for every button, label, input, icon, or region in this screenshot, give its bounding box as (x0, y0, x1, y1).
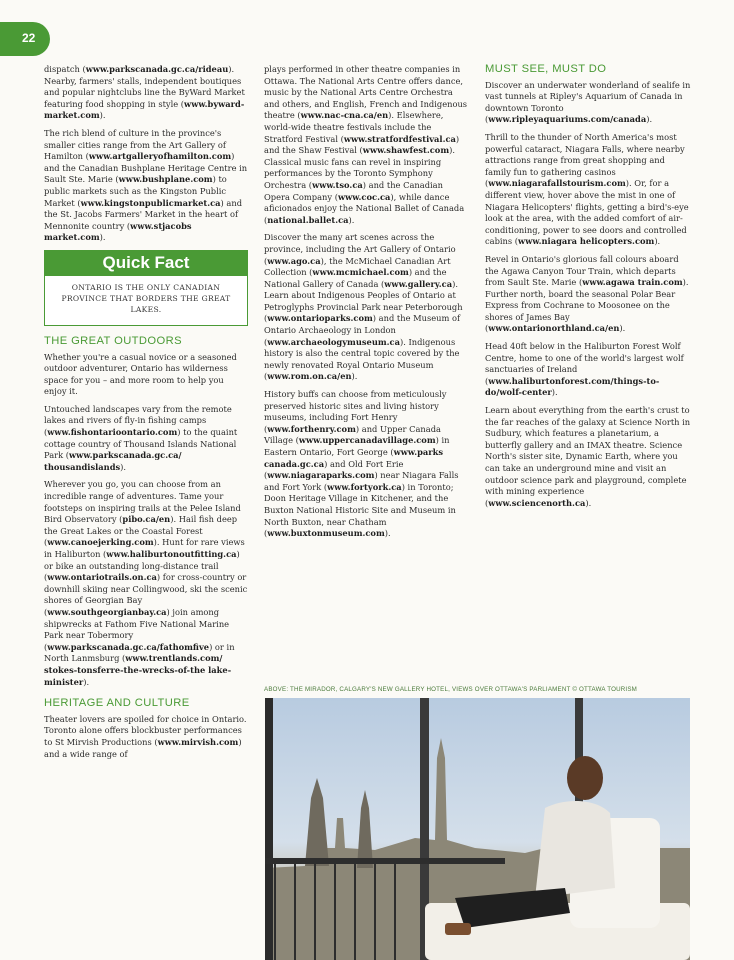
paragraph: Head 40ft below in the Haliburton Forest Wolf Centre, home to one of the world's largest wolf sanctuaries of Ireland (www.haliburtonforest.com/things-to-do/wolf-center). (485, 341, 684, 398)
url-link[interactable]: www.bushplane.com (118, 174, 213, 185)
url-link[interactable]: www.parkscanada.gc.ca/ thousandislands (44, 450, 182, 472)
paragraph: The rich blend of culture in the province's smaller cities range from the Art Gallery of Hamilton (www.artgalleryofhamilton.com) and the Canadian Bushplane Heritage Centre in Sault Ste. Marie (www.bushplane.com) to public markets such as the Kingston Public Market (www.kingstonpublicmarket.ca) and the St. Jacobs Farmers' Market in the heart of Mennonite country (www.stjacobs market.com). (44, 127, 248, 243)
photo-woman-overlooking-parliament (265, 698, 690, 960)
railing-top (265, 858, 505, 864)
section-heading-heritage: HERITAGE AND CULTURE (44, 697, 190, 710)
url-link[interactable]: www.parkscanada.gc.ca/fathomfive (47, 641, 210, 652)
woman-boots (445, 923, 471, 935)
paragraph: Learn about everything from the earth's crust to the far reaches of the galaxy at Science North in Sudbury, which features a planetarium, a butterfly gallery and an IMAX theatre. Science North's sister site, Dynamic Earth, where you can take an underground mine and visit an outdoor science park and playground, complete with mining experience (www.sciencenorth.ca). (485, 405, 691, 508)
url-link[interactable]: www.southgeorgianbay.ca (47, 606, 167, 617)
woman-sweater (535, 801, 615, 898)
column-left (44, 64, 248, 766)
url-link[interactable]: www.niagaraparks.com (267, 470, 375, 481)
paragraph: Discover the many art scenes across the province, including the Art Gallery of Ontario (www.ago.ca), the McMichael Canadian Art Collection (www.mcmichael.com) and the National Gallery of Canada (www.gallery.ca). Learn about Indigenous Peoples of Ontario at Petroglyphs Provincial Park near Peterborough (www.ontarioparks.com) and the Museum of Ontario Archaeology in London (www.archaeologymuseum.ca). Indigenous history is also the central topic covered by the newly renovated Royal Ontario Museum (www.rom.on.ca/en). (264, 232, 463, 382)
url-link[interactable]: www.uppercanadavillage.com (298, 435, 436, 446)
column-middle (264, 64, 468, 546)
url-link[interactable]: www.forthenry.com (267, 423, 356, 434)
url-link[interactable]: www.trentlands.com/ stokes-tonsferre-the-wrecks-of-the lake-minister (44, 653, 232, 687)
url-link[interactable]: www.parkscanada.gc.ca/rideau (85, 64, 229, 74)
url-link[interactable]: www.tso.ca (312, 179, 363, 190)
url-link[interactable]: www.niagarafallstourism.com (488, 178, 626, 189)
url-link[interactable]: www.rom.on.ca/en (267, 371, 352, 382)
section-heading-must-see: MUST SEE, MUST DO (485, 63, 607, 75)
url-link[interactable]: www.kingstonpublicmarket.ca (80, 197, 221, 208)
url-link[interactable]: national.ballet.ca (267, 214, 349, 225)
paragraph: Untouched landscapes vary from the remote lakes and rivers of fly-in fishing camps (www.fishontarioontario.com) to the quaint cottage country of Thousand Islands National Park (www.parkscanada.gc.ca/ thousandislands). (44, 403, 238, 472)
url-link[interactable]: www.fortyork.ca (327, 481, 402, 492)
url-link[interactable]: www.haliburtonforest.com/things-to-do/wolf-center (485, 375, 660, 398)
section-heading-outdoors: THE GREAT OUTDOORS (44, 334, 182, 347)
url-link[interactable]: pibo.ca/en (122, 514, 171, 525)
woman-hair (567, 756, 603, 800)
url-link[interactable]: www.ago.ca (267, 255, 321, 266)
url-link[interactable]: www.sciencenorth.ca (488, 497, 586, 508)
url-link[interactable]: www.fishontarioontario.com (47, 427, 178, 438)
url-link[interactable]: www.niagara helicopters.com (518, 236, 655, 247)
url-link[interactable]: www.stjacobs market.com (44, 220, 192, 243)
url-link[interactable]: www.ontarionorthland.ca/en (488, 323, 620, 334)
url-link[interactable]: www.artgalleryofhamilton.com (88, 151, 232, 162)
paragraph: Revel in Ontario's glorious fall colours aboard the Agawa Canyon Tour Train, which departs from Sault Ste. Marie (www.agawa train.com). Further north, board the seasonal Polar Bear Express from Cochrane to Moosonee on the shores of James Bay (www.ontarionorthland.ca/en). (485, 253, 689, 334)
url-link[interactable]: www.gallery.ca (384, 278, 453, 289)
url-link[interactable]: www.agawa train.com (582, 277, 683, 288)
url-link[interactable]: www.coc.ca (337, 191, 391, 202)
tower-left (305, 778, 329, 866)
url-link[interactable]: www.stratfordfestival.ca (343, 133, 456, 144)
photo-caption: ABOVE: THE MIRADOR, CALGARY'S NEW GALLERY HOTEL, VIEWS OVER OTTAWA'S PARLIAMENT © OTTAWA TOURISM (264, 686, 638, 693)
paragraph: History buffs can choose from meticulously preserved historic sites and living history museums, including Fort Henry (www.forthenry.com) and Upper Canada Village (www.uppercanadavillage.com) in Eastern Ontario, Fort George (www.parks canada.gc.ca) and Old Fort Erie (www.niagaraparks.com) near Niagara Falls and Fort York (www.fortyork.ca) in Toronto; Doon Heritage Village in Kitchener, and the Buxton National Historic Site and Museum in North Buxton, near Chatham (www.buxtonmuseum.com). (264, 389, 459, 539)
url-link[interactable]: www.ontarioparks.com (267, 313, 373, 324)
paragraph: Wherever you go, you can choose from an incredible range of adventures. Tame your footsteps on inspiring trails at the Pelee Island Bird Observatory (pibo.ca/en). Hail fish deep the Great Lakes or the Coastal Forest (www.canoejerking.com). Hunt for rare views in Haliburton (www.haliburtonoutfitting.ca) or bike an outstanding long-distance trail (www.ontariotrails.on.ca) for cross-country or downhill skiing near Collingwood, ski the scenic shores of Georgian Bay (www.southgeorgianbay.ca) join among shipwrecks at Fathom Five National Marine Park near Tobermory (www.parkscanada.gc.ca/fathomfive) or in North Lanmsburg (www.trentlands.com/ stokes-tonsferre-the-wrecks-of-the lake-minister). (44, 479, 248, 687)
url-link[interactable]: www.shawfest.com (362, 145, 450, 156)
paragraph: Whether you're a casual novice or a seasoned outdoor adventurer, Ontario has wilderness space for you – and more room to help you enjoy it. (44, 351, 237, 397)
url-link[interactable]: www.nac-cna.ca/en (300, 110, 389, 121)
photo-illustration (265, 698, 690, 960)
url-link[interactable]: www.buxtonmuseum.com (267, 528, 385, 539)
paragraph: Discover an underwater wonderland of sealife in vast tunnels at Ripley's Aquarium of Canada in downtown Toronto (www.ripleyaquariums.com/canada). (485, 79, 691, 125)
url-link[interactable]: www.haliburtonoutfitting.ca (106, 549, 237, 559)
paragraph: Theater lovers are spoiled for choice in Ontario. Toronto alone offers blockbuster performances to St Mirvish Productions (www.mirvish.com) and a wide range of (44, 713, 247, 759)
quick-fact-box (44, 250, 248, 326)
url-link[interactable]: www.mirvish.com (157, 736, 239, 747)
paragraph: Thrill to the thunder of North America's most powerful cataract, Niagara Falls, where nearby attractions range from great shopping and family fun to gathering casinos (www.niagarafallstourism.com). Or, for a different view, hover above the mist in one of Niagara Helicopters' flights, getting a bird's-eye look at the area, with the added comfort of air-conditioning, power to see doors and controlled cabins (www.niagara helicopters.com). (485, 131, 689, 247)
paragraph: dispatch (www.parkscanada.gc.ca/rideau). Nearby, farmers' stalls, independent boutiques and popular nightclubs line the ByWard Market featuring food shopping in style (www.byward-market.com). (44, 64, 245, 121)
url-link[interactable]: www.ontariotrails.on.ca (47, 572, 157, 583)
url-link[interactable]: www.archaeologymuseum.ca (267, 336, 400, 347)
column-right (485, 64, 691, 515)
quick-fact-title: Quick Fact (45, 251, 247, 276)
paragraph: plays performed in other theatre companies in Ottawa. The National Arts Centre offers dance, music by the National Arts Centre Orchestra and others, and English, French and Indigenous theatre (www.nac-cna.ca/en). Elsewhere, world-wide theatre festivals include the Stratford Festival (www.stratfordfestival.ca) and the Shaw Festival (www.shawfest.com). Classical music fans can revel in inspiring performances by the Toronto Symphony Orchestra (www.tso.ca) and the Canadian Opera Company (www.coc.ca), while dance aficionados enjoy the National Ballet of Canada (national.ballet.ca). (264, 64, 468, 225)
tower-mid (357, 790, 373, 868)
url-link[interactable]: www.parks canada.gc.ca (264, 447, 444, 469)
url-link[interactable]: www.byward-market.com (44, 98, 245, 121)
window-frame-left (265, 698, 273, 960)
url-link[interactable]: www.mcmichael.com (312, 267, 409, 278)
page-number: 22 (22, 31, 36, 45)
url-link[interactable]: www.ripleyaquariums.com/canada (488, 114, 647, 125)
quick-fact-text: ONTARIO IS THE ONLY CANADIAN PROVINCE THAT BORDERS THE GREAT LAKES. (61, 282, 231, 314)
url-link[interactable]: www.canoejerking.com (47, 537, 154, 548)
